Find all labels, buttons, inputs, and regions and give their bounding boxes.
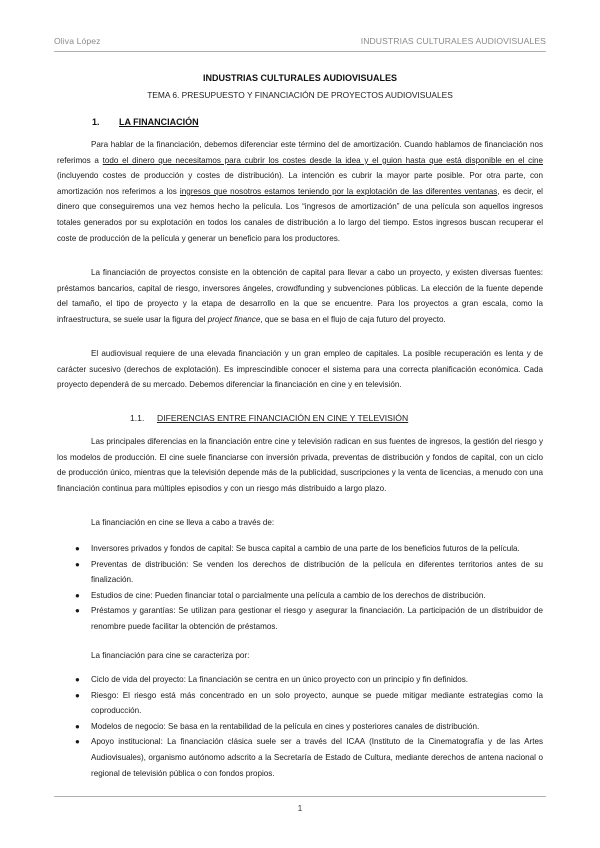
subsection-title: DIFERENCIAS ENTRE FINANCIACIÓN EN CINE Y TELEVISIÓN [157, 413, 409, 423]
section-title: LA FINANCIACIÓN [119, 117, 199, 127]
list-item-text: Ciclo de vida del proyecto: La financiación se centra en un único proyecto con un principio y fin definidos. [91, 675, 469, 684]
list-item [57, 688, 543, 719]
bullet-icon: ● [75, 675, 80, 684]
paragraph-fuentes-financiacion [57, 265, 543, 327]
paragraph-diferencias: Las principales diferencias en la financiación entre cine y televisión radican en sus fuentes de ingresos, la gestión del riesgo y los modelos de producción. El cine suele financiarse con inversión privada, preventas de distribución y fondos de capital, con un ciclo de producción único, mientras que la televisión depende más de la publicidad, suscripciones y la venta de licencias, a menudo con una financiación continua para múltiples episodios y con un riesgo más distribuido a largo plazo. [57, 437, 543, 493]
list-item-text: Apoyo institucional: La financiación clásica suele ser a través del ICAA (Instituto de la Cinematografía y de las Artes Audiovisuales), organismo autónomo adscrito a la Secretaría de Estado de Cultura, mediante derechos de antena nacional o regional de televisión pública o con fondos propios. [91, 737, 543, 778]
header-author: Oliva López [54, 36, 101, 46]
bullet-icon: ● [75, 690, 80, 700]
list-2-lead: La financiación para cine se caracteriza por: [91, 651, 250, 660]
list-item-text: Riesgo: El riesgo está más concentrado en un solo proyecto, aunque se puede mitigar mediante estrategias como la coproducción. [91, 690, 543, 716]
document-subtitle: TEMA 6. PRESUPUESTO Y FINANCIACIÓN DE PROYECTOS AUDIOVISUALES [147, 90, 453, 100]
document-title: INDUSTRIAS CULTURALES AUDIOVISUALES [202, 73, 397, 83]
text-run: , que se basa en el flujo de caja futuro del proyecto. [260, 314, 446, 324]
list-item-text: Estudios de cine: Pueden financiar total o parcialmente una película a cambio de los derechos de distribución. [91, 590, 486, 600]
bullet-icon: ● [75, 737, 80, 747]
list-item [57, 557, 543, 588]
bullet-icon: ● [75, 606, 80, 616]
bullet-icon: ● [75, 590, 80, 600]
list-item [57, 672, 543, 688]
subsection-number: 1.1. [130, 413, 145, 423]
italic-text: project finance [207, 314, 261, 324]
page-header [54, 36, 546, 48]
list-item-text: Inversores privados y fondos de capital: Se busca capital a cambio de una parte de los beneficios futuros de la película. [91, 544, 520, 553]
bullet-icon: ● [75, 721, 80, 731]
bullet-icon: ● [75, 559, 80, 569]
list-item [57, 541, 543, 557]
footer-divider [54, 796, 546, 797]
list-item-text: Preventas de distribución: Se venden los derechos de distribución de la película en diferentes territorios antes de su finalización. [91, 559, 543, 585]
underlined-text: ingresos que nosotros estamos teniendo por la explotación de las diferentes ventanas [179, 186, 498, 196]
paragraph-audiovisual: El audiovisual requiere de una elevada financiación y un gran empleo de capitales. La posible recuperación es lenta y de carácter sucesivo (derechos de explotación). Es imprescindible conocer el sistema para una correcta planificación económica. Cada proyecto dependerá de su mercado. Debemos diferenciar la financiación en cine y en televisión. [57, 349, 543, 390]
text-run: (incluyendo costes de producción y costes de distribución). La intención es cubrir la mayor parte posible. Por otra parte, con amortización nos referimos a los [57, 171, 543, 196]
page-number: 1 [297, 804, 303, 813]
list-financiacion-cine [57, 541, 543, 635]
list-item-text: Préstamos y garantías: Se utilizan para gestionar el riesgo y asegurar la financiación. La participación de un distribuidor de renombre puede facilitar la obtención de préstamos. [91, 606, 543, 631]
list-item [57, 734, 543, 781]
list-item-text: Modelos de negocio: Se basa en la rentabilidad de la película en cines y posteriores canales de distribución. [91, 721, 480, 731]
underlined-text: todo el dinero que necesitamos para cubrir los costes desde la idea y el guion hasta que está disponible en el cine [102, 155, 543, 165]
text-run: , es decir, el dinero que conseguiremos una vez hemos hecho la película. Los “ingresos de amortización” de una película son aquellos ingresos totales generados por su explotación en todos los canales de distribución a lo largo del tiempo. Estos ingresos buscan recuperar el coste de producción de la película y generar un beneficio para los productores. [57, 186, 543, 243]
list-item [57, 603, 543, 634]
list-item [57, 719, 543, 735]
text-run: Para hablar de la financiación, debemos diferenciar este término del de amortización. Cuando hablamos de financiación nos referimos a [57, 140, 543, 165]
text-run: La financiación de proyectos consiste en la obtención de capital para llevar a cabo un proyecto, y existen diversas fuentes: préstamos bancarios, capital de riesgo, inversores ángeles, crowdfunding y subvenciones públicas. La elección de la fuente depende del tamaño, el tipo de proyecto y la etapa de desarrollo en la que se encuentre. Para los proyectos a gran escala, como la infraestructura, se suele usar la figura del [57, 268, 543, 324]
list-caracteristicas-cine [57, 672, 543, 781]
list-1-lead: La financiación en cine se lleva a cabo a través de: [91, 518, 275, 527]
header-divider [54, 51, 546, 52]
section-number: 1. [92, 117, 100, 127]
header-course: INDUSTRIAS CULTURALES AUDIOVISUALES [360, 36, 546, 46]
list-item [57, 588, 543, 604]
bullet-icon: ● [75, 544, 80, 553]
paragraph-financiacion-vs-amortizacion [57, 137, 543, 246]
